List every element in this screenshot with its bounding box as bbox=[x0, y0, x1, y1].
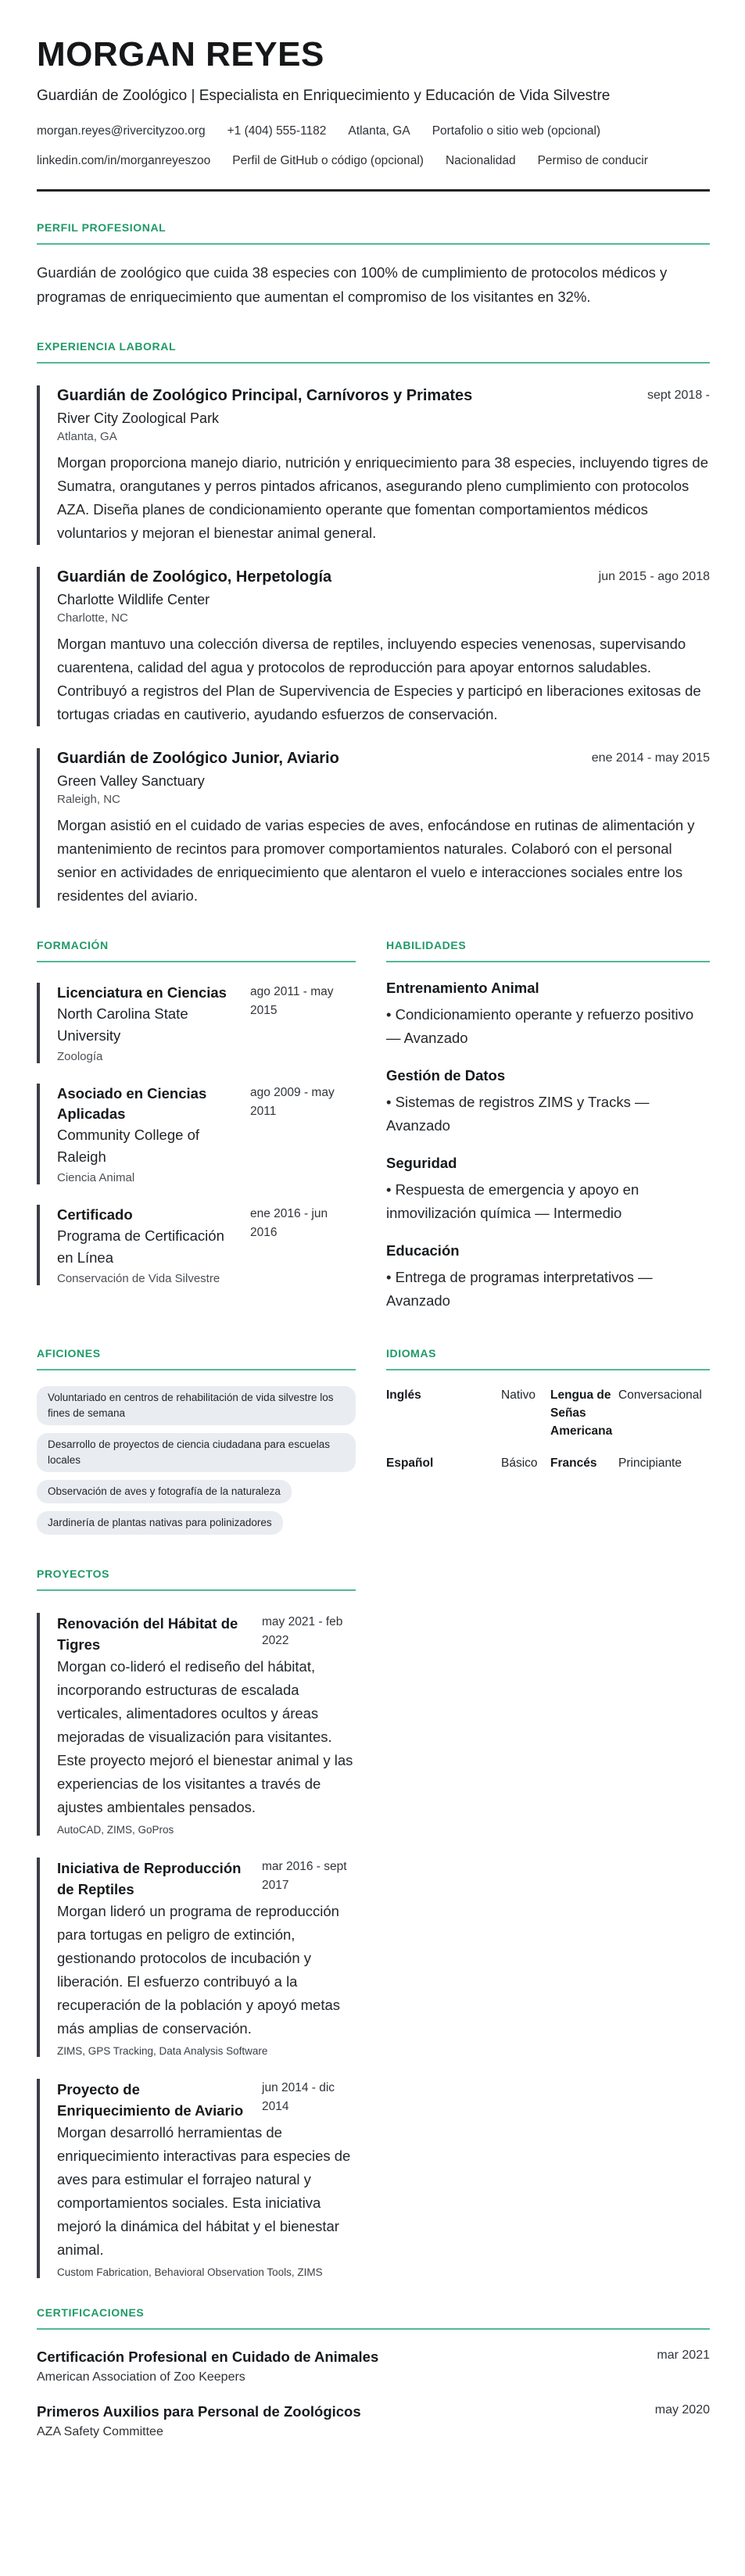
skill-entry: • Sistemas de registros ZIMS y Tracks — Avanzado bbox=[386, 1094, 650, 1134]
field-of-study: Zoología bbox=[57, 1050, 103, 1064]
section-title: CERTIFICACIONES bbox=[37, 2306, 145, 2320]
language-table bbox=[386, 1386, 710, 1472]
contact-driving-license: Permiso de conducir bbox=[537, 154, 648, 168]
section-title: EXPERIENCIA LABORAL bbox=[37, 340, 177, 353]
degree-name: Certificado bbox=[57, 1206, 133, 1224]
certification-name: Primeros Auxilios para Personal de Zoológicos bbox=[37, 2403, 361, 2420]
job-description: Morgan asistió en el cuidado de varias especies de aves, enfocándose en rutinas de alimentación y mantenimiento de recintos para promover comportamientos naturales. Colaboró con el personal senior en actividades de enriquecimiento que alentaron el vuelo e interacciones sociales entre los residentes del aviario. bbox=[57, 817, 695, 905]
job-location: Atlanta, GA bbox=[57, 430, 117, 444]
language-level: Básico bbox=[501, 1456, 538, 1471]
job-description: Morgan mantuvo una colección diversa de reptiles, incluyendo especies venenosas, supervisando cuarentena, calidad del agua y protocolos de reproducción para apoyar entornos saludables. Contribuyó a registros del Plan de Supervivencia de Especies y participó en liberaciones exitosas de tortugas criadas en cautiverio, ayudando esfuerzos de conservación. bbox=[57, 636, 701, 723]
certification-name: Certificación Profesional en Cuidado de Animales bbox=[37, 2348, 379, 2366]
section-divider bbox=[37, 243, 710, 245]
company-name: River City Zoological Park bbox=[57, 410, 220, 427]
company-name: Charlotte Wildlife Center bbox=[57, 592, 210, 608]
skill-entry: • Condicionamiento operante y refuerzo positivo — Avanzado bbox=[386, 1006, 694, 1047]
language-level: Principiante bbox=[618, 1456, 682, 1471]
language-level: Nativo bbox=[501, 1388, 535, 1403]
field-of-study: Ciencia Animal bbox=[57, 1171, 135, 1185]
project-tools: ZIMS, GPS Tracking, Data Analysis Software bbox=[57, 2045, 268, 2058]
certifications-section bbox=[37, 2306, 710, 2439]
section-title: AFICIONES bbox=[37, 1347, 101, 1360]
skill-entry: • Respuesta de emergencia y apoyo en inmovilización química — Intermedio bbox=[386, 1181, 639, 1222]
field-of-study: Conservación de Vida Silvestre bbox=[57, 1272, 220, 1286]
job-dates: sept 2018 - bbox=[647, 389, 710, 403]
certification-item bbox=[37, 2348, 710, 2384]
projects-section bbox=[37, 1567, 356, 2278]
skill-entry: • Entrega de programas interpretativos — Avanzado bbox=[386, 1269, 653, 1309]
job-dates: ene 2014 - may 2015 bbox=[591, 751, 710, 765]
job-location: Raleigh, NC bbox=[57, 793, 120, 807]
section-divider bbox=[37, 1589, 356, 1591]
project-name: Renovación del Hábitat de Tigres bbox=[57, 1615, 238, 1653]
contact-nationality: Nacionalidad bbox=[445, 154, 516, 168]
skill-category: Gestión de Datos bbox=[386, 1067, 506, 1084]
degree-name: Asociado en Ciencias Aplicadas bbox=[57, 1085, 207, 1123]
job-dates: jun 2015 - ago 2018 bbox=[598, 570, 710, 584]
section-divider bbox=[386, 1369, 710, 1370]
contact-email[interactable]: morgan.reyes@rivercityzoo.org bbox=[37, 124, 206, 138]
degree-name: Licenciatura en Ciencias bbox=[57, 984, 227, 1001]
contact-github[interactable]: Perfil de GitHub o código (opcional) bbox=[232, 154, 424, 168]
school-name: Community College of Raleigh bbox=[57, 1127, 199, 1166]
school-name: Programa de Certificación en Línea bbox=[57, 1227, 224, 1267]
language-name: Lengua de Señas Americana bbox=[550, 1388, 613, 1438]
language-name: Español bbox=[386, 1456, 434, 1471]
section-title: IDIOMAS bbox=[386, 1347, 437, 1360]
skill-group bbox=[386, 980, 710, 1050]
section-divider bbox=[37, 1369, 356, 1370]
skills-section bbox=[386, 939, 710, 1313]
languages-section bbox=[386, 1347, 710, 1542]
section-title: HABILIDADES bbox=[386, 939, 467, 952]
project-item bbox=[37, 1613, 356, 1836]
skill-group bbox=[386, 1242, 710, 1313]
candidate-name: MORGAN REYES bbox=[37, 35, 324, 73]
language-level: Conversacional bbox=[618, 1388, 702, 1403]
project-description: Morgan lideró un programa de reproducción para tortugas en peligro de extinción, gestionando protocolos de incubación y liberación. El esfuerzo contribuyó a la recuperación de la población y apoyó metas más amplias de conservación. bbox=[57, 1903, 341, 2037]
section-title: PERFIL PROFESIONAL bbox=[37, 221, 167, 235]
education-dates: ago 2011 - may 2015 bbox=[250, 985, 334, 1018]
hobby-tag: Voluntariado en centros de rehabilitación de vida silvestre los fines de semana bbox=[37, 1386, 356, 1425]
contact-list bbox=[37, 122, 693, 170]
section-divider bbox=[386, 961, 710, 962]
hobbies-languages-row bbox=[37, 1347, 710, 1542]
education-item bbox=[37, 1205, 356, 1285]
experience-item bbox=[37, 567, 710, 726]
education-skills-row bbox=[37, 939, 710, 1313]
candidate-headline: Guardián de Zoológico | Especialista en Enriquecimiento y Educación de Vida Silvestre bbox=[37, 88, 611, 105]
skill-category: Educación bbox=[386, 1242, 460, 1259]
education-item bbox=[37, 1084, 356, 1184]
education-item bbox=[37, 983, 356, 1063]
project-dates: jun 2014 - dic 2014 bbox=[262, 2081, 335, 2114]
certification-issuer: AZA Safety Committee bbox=[37, 2425, 163, 2439]
project-tools: AutoCAD, ZIMS, GoPros bbox=[57, 1824, 174, 1836]
section-divider bbox=[37, 362, 710, 364]
section-divider bbox=[37, 961, 356, 962]
project-description: Morgan co-lideró el rediseño del hábitat, incorporando estructuras de escalada verticales, alimentadores ocultos y áreas mejoradas de visualización para visitantes. Este proyecto mejoró el bienestar animal y las experiencias de los visitantes a través de ajustes ambientales pensados. bbox=[57, 1658, 353, 1816]
job-description: Morgan proporciona manejo diario, nutrición y enriquecimiento para 38 especies, incluyendo tigres de Sumatra, orangutanes y perros pintados africanos, asegurando pleno cumplimiento con protocolos AZA. Diseña planes de condicionamiento operante que fomentan comportamientos médicos voluntarios y mejoran el bienestar animal general. bbox=[57, 454, 708, 542]
education-section bbox=[37, 939, 356, 1313]
hobbies-section bbox=[37, 1347, 356, 1542]
skill-group bbox=[386, 1067, 710, 1138]
school-name: North Carolina State University bbox=[57, 1005, 188, 1044]
language-name: Francés bbox=[550, 1456, 597, 1471]
section-divider bbox=[37, 2328, 710, 2330]
experience-item bbox=[37, 748, 710, 908]
summary-text: Guardián de zoológico que cuida 38 especies con 100% de cumplimiento de protocolos médicos y programas de enriquecimiento que aumentan el compromiso de los visitantes en 32%. bbox=[37, 264, 668, 306]
summary-section bbox=[37, 221, 710, 309]
header-divider bbox=[37, 189, 710, 192]
project-tools: Custom Fabrication, Behavioral Observation Tools, ZIMS bbox=[57, 2266, 323, 2279]
job-title: Guardián de Zoológico, Herpetología bbox=[57, 568, 332, 586]
contact-location: Atlanta, GA bbox=[348, 124, 410, 138]
skill-category: Seguridad bbox=[386, 1155, 457, 1172]
hobby-tag: Desarrollo de proyectos de ciencia ciudadana para escuelas locales bbox=[37, 1433, 356, 1472]
project-dates: mar 2016 - sept 2017 bbox=[262, 1860, 347, 1893]
contact-linkedin[interactable]: linkedin.com/in/morganreyeszoo bbox=[37, 154, 211, 168]
contact-portfolio[interactable]: Portafolio o sitio web (opcional) bbox=[432, 124, 601, 138]
hobby-tag: Observación de aves y fotografía de la naturaleza bbox=[37, 1480, 292, 1503]
experience-item bbox=[37, 385, 710, 545]
project-description: Morgan desarrolló herramientas de enriquecimiento interactivas para especies de aves para estimular el forrajeo natural y comportamientos sociales. Esta iniciativa mejoró la dinámica del hábitat y el bienestar animal. bbox=[57, 2124, 351, 2259]
project-name: Iniciativa de Reproducción de Reptiles bbox=[57, 1860, 242, 1898]
language-name: Inglés bbox=[386, 1388, 421, 1403]
company-name: Green Valley Sanctuary bbox=[57, 773, 205, 790]
job-title: Guardián de Zoológico Principal, Carnívoros y Primates bbox=[57, 387, 473, 405]
section-title: PROYECTOS bbox=[37, 1567, 110, 1581]
project-dates: may 2021 - feb 2022 bbox=[262, 1615, 343, 1648]
skill-category: Entrenamiento Animal bbox=[386, 980, 539, 997]
project-name: Proyecto de Enriquecimiento de Aviario bbox=[57, 2081, 244, 2119]
project-item bbox=[37, 2079, 356, 2278]
certification-item bbox=[37, 2403, 710, 2439]
contact-phone[interactable]: +1 (404) 555-1182 bbox=[227, 124, 327, 138]
education-dates: ene 2016 - jun 2016 bbox=[250, 1207, 328, 1240]
certification-issuer: American Association of Zoo Keepers bbox=[37, 2370, 245, 2384]
section-title: FORMACIÓN bbox=[37, 939, 109, 952]
education-dates: ago 2009 - may 2011 bbox=[250, 1086, 335, 1119]
job-location: Charlotte, NC bbox=[57, 611, 128, 625]
hobby-tag: Jardinería de plantas nativas para polinizadores bbox=[37, 1511, 283, 1535]
certification-date: may 2020 bbox=[654, 2403, 710, 2417]
certification-date: mar 2021 bbox=[657, 2348, 710, 2363]
job-title: Guardián de Zoológico Junior, Aviario bbox=[57, 750, 339, 768]
experience-section bbox=[37, 340, 710, 908]
project-item bbox=[37, 1858, 356, 2057]
skill-group bbox=[386, 1155, 710, 1225]
hobby-list bbox=[37, 1386, 356, 1542]
resume-header bbox=[37, 36, 710, 192]
